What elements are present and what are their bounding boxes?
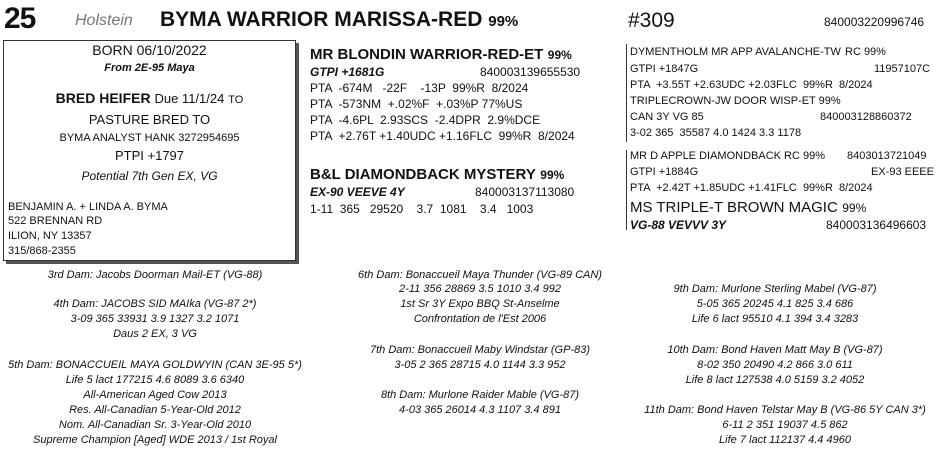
ped-col1-line-10: Supreme Champion [Aged] WDE 2013 / 1st Royal xyxy=(33,434,277,446)
ped-col3-line-8: 6-11 2 351 19037 4.5 862 xyxy=(722,419,848,431)
ped-col2-line-2: 2-11 356 28869 3.5 1010 3.4 992 xyxy=(399,283,561,295)
dam-registration: 840003137113080 xyxy=(475,185,575,199)
bred-line xyxy=(4,90,295,106)
ped-col2-line-1: 6th Dam: Bonaccueil Maya Thunder (VG-89 CAN) xyxy=(358,269,602,281)
ped-col2-line-8: 4-03 365 26014 4.3 1107 3.4 891 xyxy=(399,404,561,416)
dam-name-line xyxy=(310,166,564,184)
info-box xyxy=(3,40,296,261)
owner-street: 522 BRENNAN RD xyxy=(8,215,103,227)
potential: Potential 7th Gen EX, VG xyxy=(81,169,218,183)
maternal-granddam-pct: 99% xyxy=(842,201,867,215)
ped-col3-line-7: 11th Dam: Bond Haven Telstar May B (VG-86 5Y CAN 3*) xyxy=(644,404,926,416)
cow-name-text: BYMA WARRIOR MARISSA-RED xyxy=(160,8,483,31)
cow-registration: 840003220996746 xyxy=(824,15,925,29)
maternal-grandsire-pta: PTA +2.42T +1.85UDC +1.41FLC 99%R 8/2024 xyxy=(630,182,873,194)
ped-col3-line-9: Life 7 lact 112137 4.4 4960 xyxy=(719,434,851,446)
maternal-granddam-name: MS TRIPLE-T BROWN MAGIC xyxy=(630,199,838,216)
ped-col3-line-1: 9th Dam: Murlone Sterling Mabel (VG-87) xyxy=(673,283,877,295)
ped-col3-line-4: 10th Dam: Bond Haven Matt May B (VG-87) xyxy=(667,344,883,356)
sire-name-line xyxy=(310,46,572,64)
sire-gtpi: GTPI +1681G xyxy=(310,65,385,79)
sire-name: MR BLONDIN WARRIOR-RED-ET xyxy=(310,46,544,63)
sire-pta-4: PTA +2.76T +1.40UDC +1.16FLC 99%R 8/2024 xyxy=(310,129,575,143)
born-date: BORN 06/10/2022 xyxy=(92,42,207,58)
bracket-line-paternal xyxy=(626,44,627,142)
dam-name: B&L DIAMONDBACK MYSTERY xyxy=(310,166,536,183)
paternal-grandsire-rc: RC 99% xyxy=(845,46,886,58)
ped-col1-line-6: Life 5 lact 177215 4.6 8089 3.6 6340 xyxy=(65,374,245,386)
maternal-granddam-name-line xyxy=(630,199,866,217)
maternal-granddam-reg: 840003136496603 xyxy=(826,218,927,232)
bracket-line-maternal xyxy=(626,150,627,230)
owner-names: BENJAMIN A. + LINDA A. BYMA xyxy=(8,201,168,213)
ptpi: PTPI +1797 xyxy=(114,148,185,163)
lot-number: 25 xyxy=(4,2,36,35)
cow-pct: 99% xyxy=(488,13,519,30)
service-sire: BYMA ANALYST HANK 3272954695 xyxy=(59,132,240,144)
paternal-granddam-name: TRIPLECROWN-JW DOOR WISP-ET 99% xyxy=(630,95,841,107)
catalog-number: #309 xyxy=(628,9,675,32)
ped-col1-line-4: Daus 2 EX, 3 VG xyxy=(113,328,197,340)
maternal-granddam-class: VG-88 VEVVV 3Y xyxy=(630,218,727,232)
ped-col1-line-5: 5th Dam: BONACCUEIL MAYA GOLDWYIN (CAN 3E-95 5*) xyxy=(8,359,302,371)
ped-col3-line-5: 8-02 350 20490 4.2 866 3.0 611 xyxy=(697,359,853,371)
maternal-grandsire-reg: 8403013721049 xyxy=(847,150,927,162)
ped-col1-line-2: 4th Dam: JACOBS SID MAIka (VG-87 2*) xyxy=(53,298,257,310)
ped-col1-line-3: 3-09 365 33931 3.9 1327 3.2 1071 xyxy=(70,313,240,325)
ped-col2-line-3: 1st Sr 3Y Expo BBQ St-Anselme xyxy=(400,298,560,310)
paternal-granddam-reg: 840003128860372 xyxy=(820,111,912,123)
ped-col1-line-8: Res. All-Canadian 5-Year-Old 2012 xyxy=(69,404,241,416)
ped-col3-line-6: Life 8 lact 127538 4.0 5159 3.2 4052 xyxy=(685,374,865,386)
sire-pta-1: PTA -674M -22F -13P 99%R 8/2024 xyxy=(310,81,529,95)
sire-pta-3: PTA -4.6PL 2.93SCS -2.4DPR 2.9%DCE xyxy=(310,113,541,127)
due-label: Due 11/1/24 xyxy=(154,91,225,106)
maternal-grandsire-gtpi: GTPI +1884G xyxy=(630,166,699,178)
ped-col1-line-1: 3rd Dam: Jacobs Doorman Mail-ET (VG-88) xyxy=(47,269,263,281)
paternal-grandsire-pta: PTA +3.55T +2.63UDC +2.03FLC 99%R 8/2024 xyxy=(630,79,873,91)
bred-label: BRED HEIFER xyxy=(55,90,151,106)
maternal-grandsire-class: EX-93 EEEE xyxy=(871,166,934,178)
sire-pta-2: PTA -573NM +.02%F +.03%P 77%US xyxy=(310,97,523,111)
paternal-grandsire-gtpi: GTPI +1847G xyxy=(630,63,699,75)
to-label: TO xyxy=(228,94,244,106)
ped-col2-line-7: 8th Dam: Murlone Raider Mable (VG-87) xyxy=(380,389,580,401)
owner-city: ILION, NY 13357 xyxy=(8,230,92,242)
paternal-granddam-class: CAN 3Y VG 85 xyxy=(630,111,704,123)
paternal-grandsire-name: DYMENTHOLM MR APP AVALANCHE-TW xyxy=(630,46,841,58)
ped-col3-line-3: Life 6 lact 95510 4.1 394 3.4 3283 xyxy=(691,313,859,325)
dam-pct: 99% xyxy=(540,168,565,182)
paternal-granddam-record: 3-02 365 35587 4.0 1424 3.3 1178 xyxy=(630,127,802,139)
dam-classification: EX-90 VEEVE 4Y xyxy=(310,185,405,199)
sire-registration: 840003139655530 xyxy=(480,65,581,79)
pasture-bred: PASTURE BRED TO xyxy=(88,112,211,127)
ped-col2-line-4: Confrontation de l'Est 2006 xyxy=(413,313,547,325)
breed-label: Holstein xyxy=(75,12,133,29)
from-dam: From 2E-95 Maya xyxy=(104,62,195,74)
ped-col1-line-9: Nom. All-Canadian Sr. 3-Year-Old 2010 xyxy=(58,419,252,431)
ped-col2-line-5: 7th Dam: Bonaccueil Maby Windstar (GP-83) xyxy=(370,344,590,356)
ped-col2-line-6: 3-05 2 365 28715 4.0 1144 3.3 952 xyxy=(394,359,566,371)
cow-name xyxy=(160,8,518,32)
maternal-grandsire-name: MR D APPLE DIAMONDBACK RC 99% xyxy=(630,150,825,162)
dam-record: 1-11 365 29520 3.7 1081 3.4 1003 xyxy=(310,202,534,216)
sire-pct: 99% xyxy=(547,48,572,62)
paternal-grandsire-reg: 11957107C xyxy=(874,63,931,75)
ped-col3-line-2: 5-05 365 20245 4.1 825 3.4 686 xyxy=(696,298,854,310)
owner-phone: 315/868-2355 xyxy=(8,245,76,257)
ped-col1-line-7: All-American Aged Cow 2013 xyxy=(83,389,227,401)
